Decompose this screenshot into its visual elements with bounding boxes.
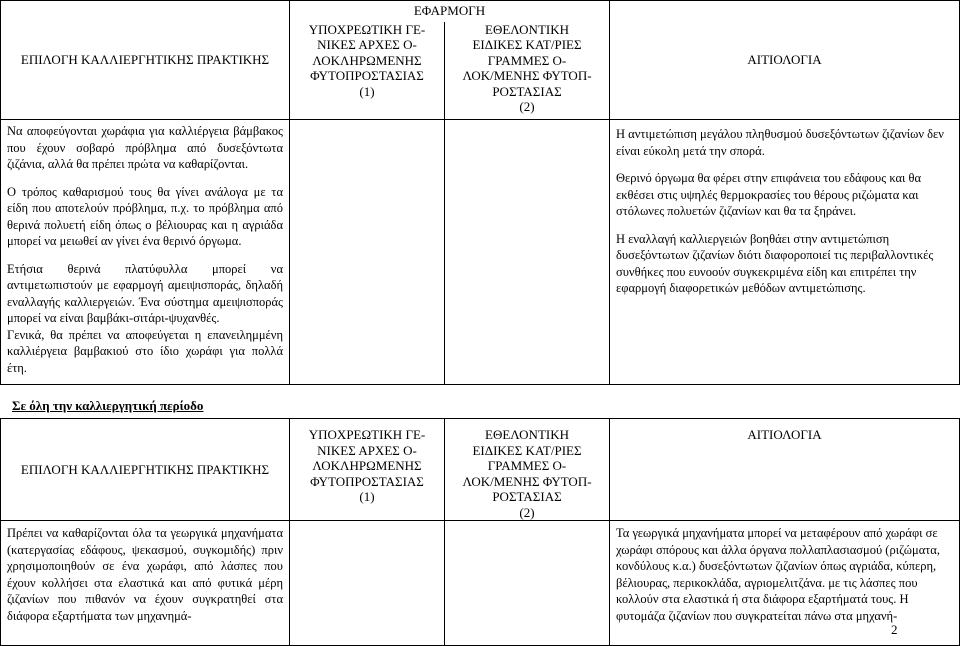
- practice-paragraph: Ετήσια θερινά πλατύφυλλα μπορεί να αντιμετωπιστούν με εφαρμογή αμειψισποράς, δηλαδή εναλλαγής καλλιεργειών. Ένα σύστημα αμειψισποράς μπορεί να είναι βαμβάκι-σιτάρι-ψυχανθές.: [7, 261, 283, 325]
- header-justification: ΑΙΤΙΟΛΟΓΙΑ: [610, 1, 960, 120]
- header-justification: ΑΙΤΙΟΛΟΓΙΑ: [610, 419, 960, 521]
- header-practice-choice: ΕΠΙΛΟΓΗ ΚΑΛΛΙΕΡΓΗΤΙΚΗΣ ΠΡΑΚΤΙΚΗΣ: [1, 419, 290, 521]
- practice-paragraph: Να αποφεύγονται χωράφια για καλλιέργεια βάμβακος που έχουν σοβαρό πρόβλημα από δυσεξόντωτα ζιζάνια, αλλά θα πρέπει πρώτα να καθαρίζονται.: [7, 124, 283, 171]
- header-application: ΕΦΑΡΜΟΓΗ: [290, 1, 610, 22]
- practice-table-2: [0, 418, 960, 646]
- justification-paragraph: Η αντιμετώπιση μεγάλου πληθυσμού δυσεξόντωτων ζιζανίων δεν είναι εύκολη μετά την σπορά.: [616, 127, 944, 158]
- justification-paragraph: Τα γεωργικά μηχανήματα μπορεί να μεταφέρουν από χωράφι σε χωράφι σπόρους και άλλα όργανα πολλαπλασιασμού (ριζώματα, κονδύλους κ.α.) δυσεξόντωτων ζιζανίων όπως αγριάδα, κύπερη, βέλιουρας, περικοκλάδα, αγριομελιτζάνα. με τις λάσπες που κολλούν στα ελαστικά ή στα διάφορα εξαρτήματά τους. Η φυτομάζα ζιζανίων που συγκρατείται πάνω στα μηχανή-: [616, 526, 940, 623]
- period-heading: Σε όλη την καλλιεργητική περίοδο: [12, 398, 204, 413]
- practice-cell: [1, 120, 290, 385]
- header-voluntary: ΕΘΕΛΟΝΤΙΚΗ ΕΙΔΙΚΕΣ ΚΑΤ/ΡΙΕΣ ΓΡΑΜΜΕΣ Ο- ΛΟΚ/ΜΕΝΗΣ ΦΥΤΟΠ- ΡΟΣΤΑΣΙΑΣ (2): [445, 22, 610, 120]
- practice-paragraph: Πρέπει να καθαρίζονται όλα τα γεωργικά μηχανήματα (κατεργασίας εδάφους, ψεκασμού, συγκομιδής) πριν χρησιμοποιηθούν σε ένα χωράφι, από λάσπες που έχουν κολλήσει στα ελαστικά και από φυτικά μέρη ζιζανίων που πιθανόν να έχουν συγκρατηθεί στα διάφορα εξαρτήματα των μηχανημά-: [7, 526, 283, 623]
- mandatory-cell: [290, 120, 445, 385]
- practice-cell: [1, 521, 290, 646]
- justification-paragraph: Η εναλλαγή καλλιεργειών βοηθάει στην αντιμετώπιση δυσεξόντωτων ζιζανίων διότι διαφοροποιεί τις περιβαλλοντικές συνθήκες που ευνοούν συγκεκριμένα είδη και επιτρέπει την εφαρμογή διαφορετικών μεθόδων αντιμετώπισης.: [616, 231, 934, 295]
- header-mandatory: ΥΠΟΧΡΕΩΤΙΚΗ ΓΕ- ΝΙΚΕΣ ΑΡΧΕΣ Ο- ΛΟΚΛΗΡΩΜΕΝΗΣ ΦΥΤΟΠΡΟΣΤΑΣΙΑΣ (1): [290, 22, 445, 120]
- page-number: 2: [891, 622, 898, 637]
- practice-paragraph: Ο τρόπος καθαρισμού τους θα γίνει ανάλογα με τα είδη που αποτελούν πρόβλημα, π.χ. το πρόβλημα από θερινά πολυετή είδη όπως ο βέλιουρας και η αγριάδα μπορεί να μειωθεί αν γίνει ένα θερινό όργωμα.: [7, 184, 283, 248]
- header-practice-choice: ΕΠΙΛΟΓΗ ΚΑΛΛΙΕΡΓΗΤΙΚΗΣ ΠΡΑΚΤΙΚΗΣ: [1, 1, 290, 120]
- justification-cell: [610, 120, 960, 385]
- voluntary-cell: [445, 120, 610, 385]
- header-voluntary: ΕΘΕΛΟΝΤΙΚΗ ΕΙΔΙΚΕΣ ΚΑΤ/ΡΙΕΣ ΓΡΑΜΜΕΣ Ο- ΛΟΚ/ΜΕΝΗΣ ΦΥΤΟΠ- ΡΟΣΤΑΣΙΑΣ (2): [445, 419, 610, 521]
- voluntary-cell: [445, 521, 610, 646]
- practice-paragraph: Γενικά, θα πρέπει να αποφεύγεται η επανειλημμένη καλλιέργεια βαμβακιού στο ίδιο χωράφι για πολλά έτη.: [7, 327, 283, 375]
- justification-cell: [610, 521, 960, 646]
- justification-paragraph: Θερινό όργωμα θα φέρει στην επιφάνεια του εδάφους και θα εκθέσει στις υψηλές θερμοκρασίες του θέρους ριζώματα και στόλωνες πολυετών ζιζανίων και θα τα ξηράνει.: [616, 171, 922, 218]
- header-mandatory: ΥΠΟΧΡΕΩΤΙΚΗ ΓΕ- ΝΙΚΕΣ ΑΡΧΕΣ Ο- ΛΟΚΛΗΡΩΜΕΝΗΣ ΦΥΤΟΠΡΟΣΤΑΣΙΑΣ (1): [290, 419, 445, 521]
- mandatory-cell: [290, 521, 445, 646]
